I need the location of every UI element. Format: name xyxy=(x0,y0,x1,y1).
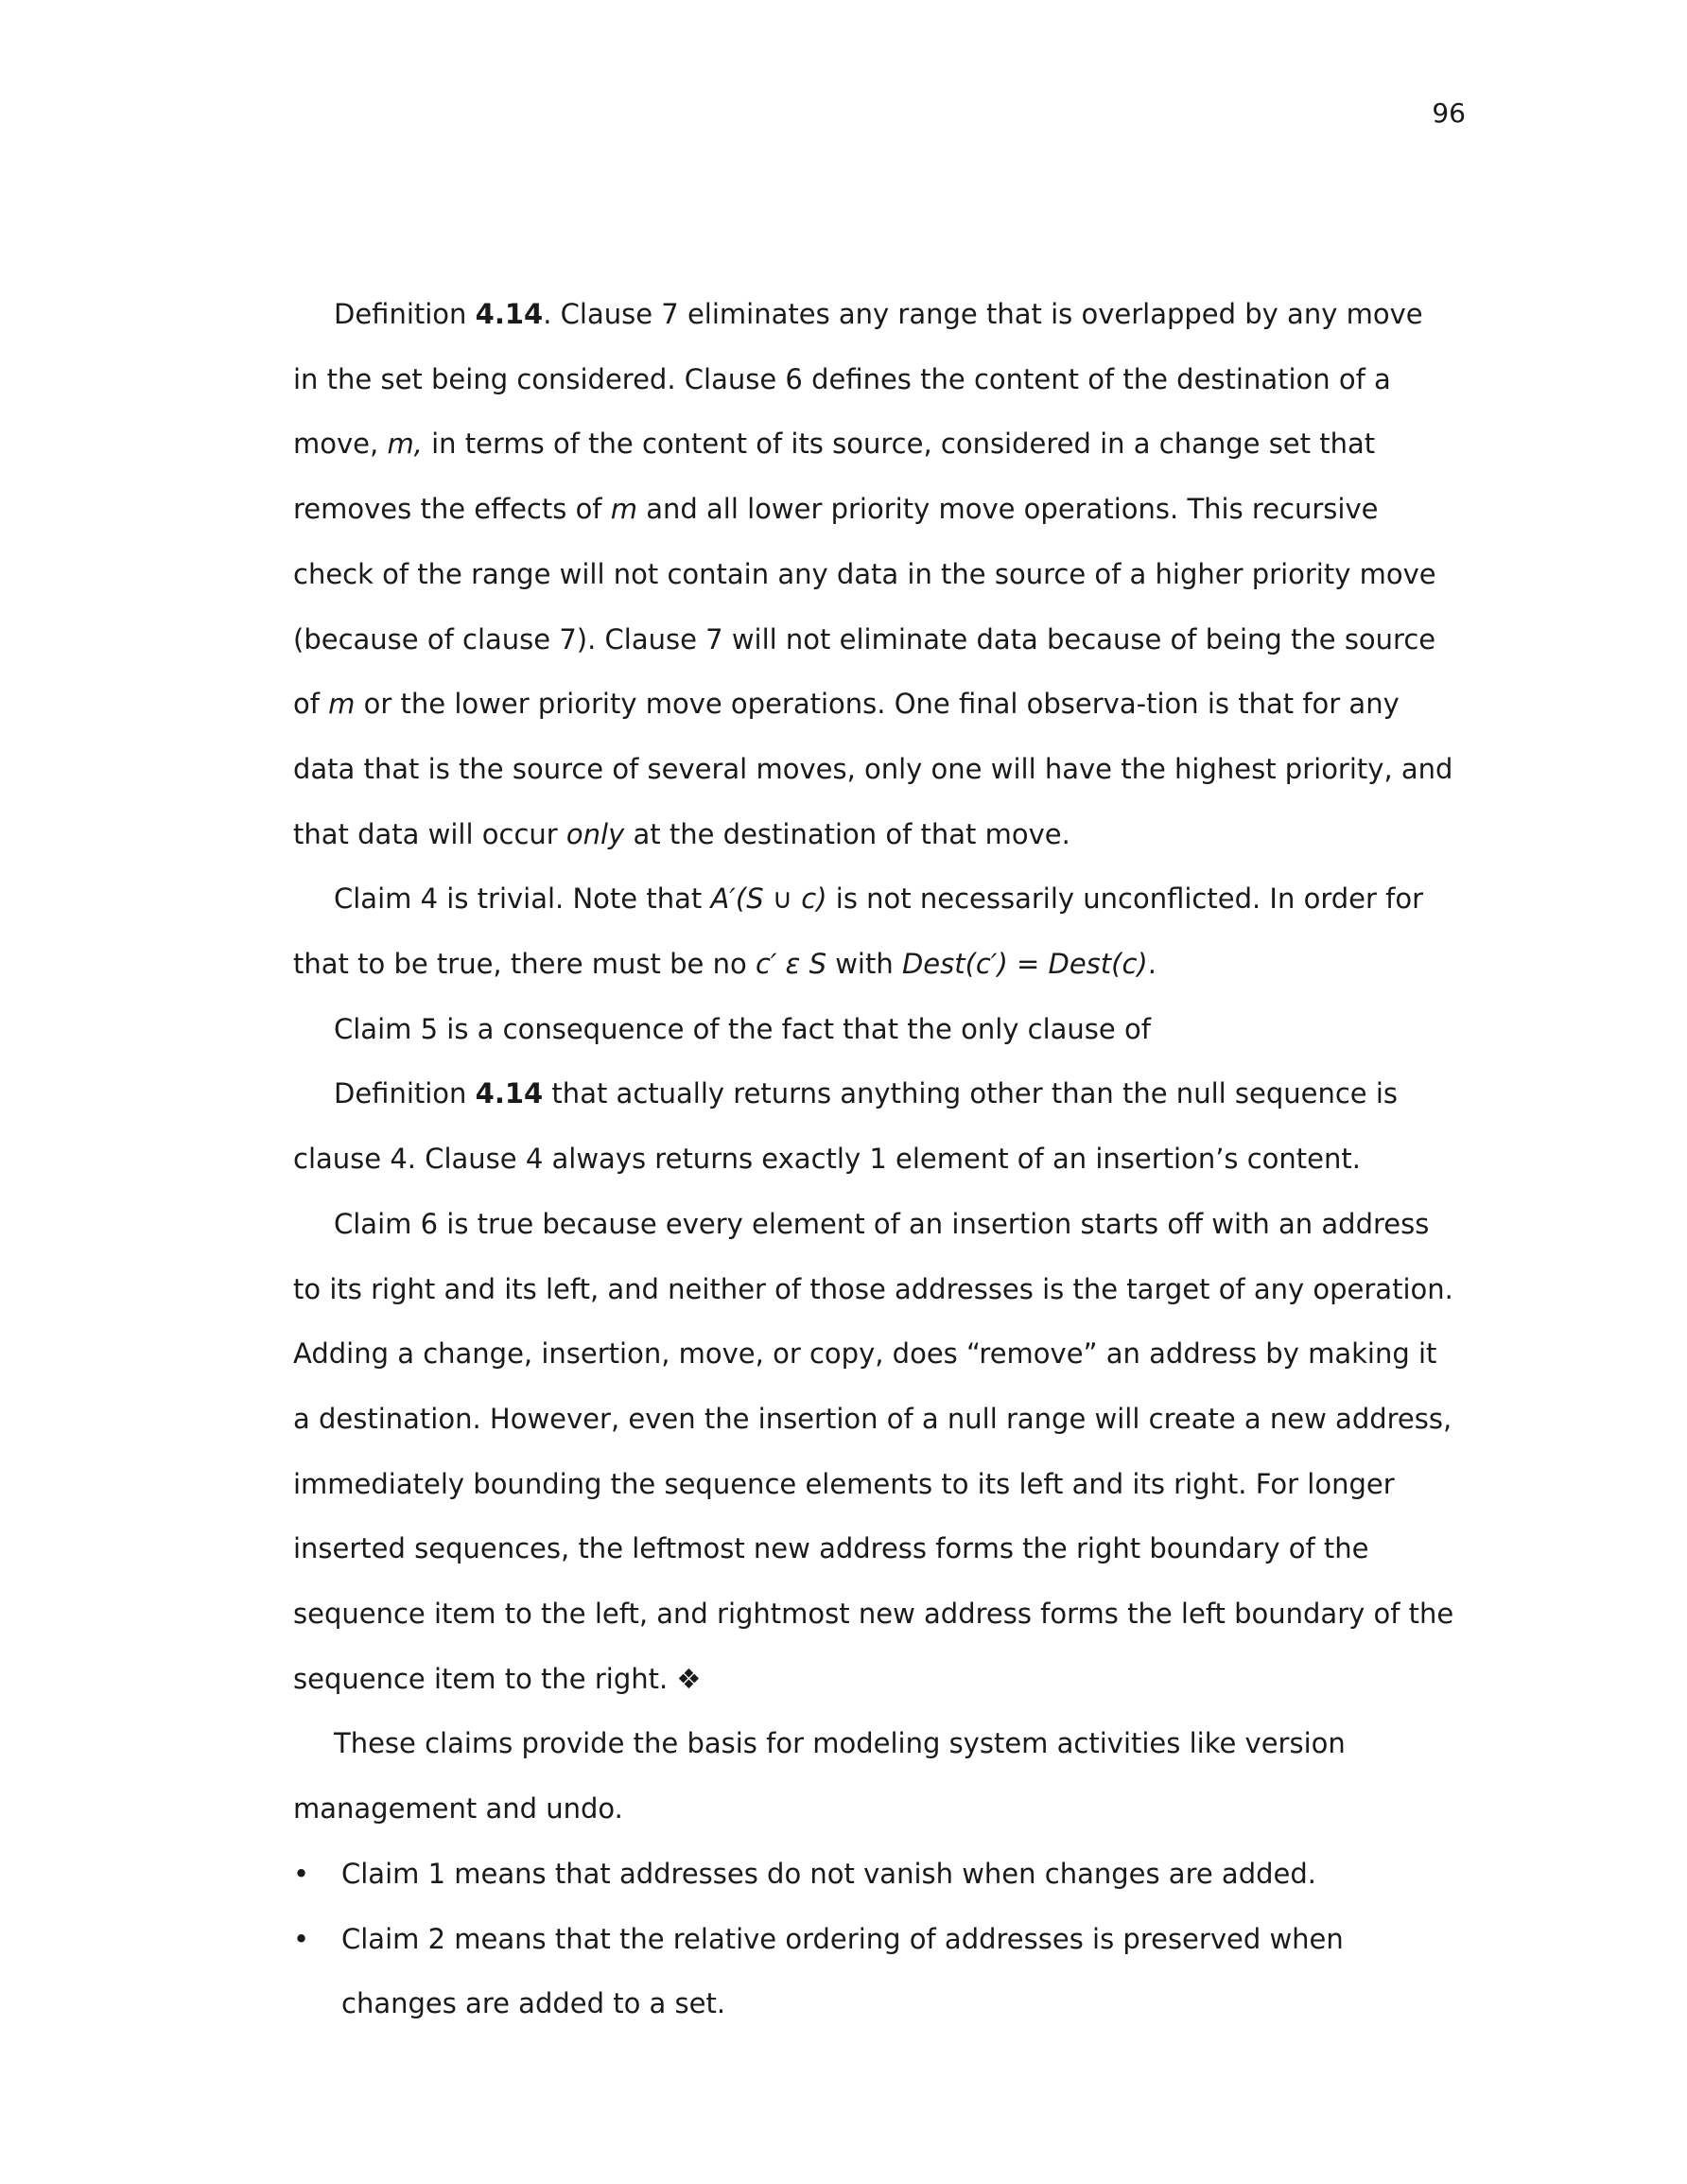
emphasis: only xyxy=(565,817,625,850)
text-run: Claim 4 is trivial. Note that xyxy=(334,882,711,916)
list-item xyxy=(293,1842,1456,1907)
bullet-mark: • xyxy=(293,1922,310,1955)
list-item xyxy=(293,1907,1456,2036)
paragraph-claim-4 xyxy=(293,866,1456,996)
math-term: c′ ε S xyxy=(755,948,826,981)
text-run: with xyxy=(826,948,902,981)
bullet-mark: • xyxy=(293,1857,310,1890)
paragraph-claims-summary: These claims provide the basis for modeling system activities like version management and undo. xyxy=(293,1727,1346,1826)
math-term: m, xyxy=(387,428,423,461)
list-item-text: Claim 1 means that addresses do not vanish when changes are added. xyxy=(341,1857,1316,1890)
text-run: . Clause 7 eliminates any range that is overlapped by any move in the set being considered. Clause 6 defines the content of the destination of a move, xyxy=(293,298,1423,461)
text-run: in terms of the content of its source, considered in a change set that removes the effects of xyxy=(293,428,1376,526)
page-body xyxy=(293,282,1456,2036)
text-run: or the lower priority move operations. One final observa-tion is that for any data that is the source of several moves, only one will have the highest priority, and that data will occur xyxy=(293,688,1453,850)
text-run: at the destination of that move. xyxy=(624,817,1070,850)
definition-reference: 4.14 xyxy=(475,298,544,330)
paragraph-claim-5: Claim 5 is a consequence of the fact that the only clause of xyxy=(334,1012,1151,1045)
text-run: and all lower priority move operations. This recursive check of the range will not contain any data in the source of a higher priority move (because of clause 7). Clause 7 will not eliminate data because of being the source of xyxy=(293,493,1436,721)
math-term: m xyxy=(610,493,637,526)
page-number: 96 xyxy=(1432,97,1466,129)
text-run: . xyxy=(1147,948,1157,981)
paragraph-claim-6: Claim 6 is true because every element of an insertion starts off with an address to its right and its left, and neither of those addresses is the target of any operation. Adding a change, insertion, move, or copy, does “remove” an address by making it a destination. However, even the insertion of a null range will create a new address, immediately bounding the sequence elements to its left and its right. For longer inserted sequences, the leftmost new address forms the right boundary of the sequence item to the left, and rightmost new address forms the left boundary of the sequence item to the right. ❖ xyxy=(293,1207,1454,1695)
math-term: A′(S ∪ c) xyxy=(710,882,827,916)
text-run: that actually returns anything other than the null sequence is clause 4. Clause 4 always returns exactly 1 element of an insertion’s content. xyxy=(293,1077,1399,1176)
definition-reference: 4.14 xyxy=(475,1077,544,1110)
text-run: Definition xyxy=(334,1077,476,1110)
text-run: Definition xyxy=(334,298,476,330)
paragraph-definition-clause-4 xyxy=(293,1061,1456,1191)
list-item-text: Claim 2 means that the relative ordering of addresses is preserved when changes are added to a set. xyxy=(341,1922,1344,2020)
math-term: Dest(c′) = Dest(c) xyxy=(901,948,1148,981)
math-term: m xyxy=(328,688,356,721)
paragraph-definition-discussion xyxy=(293,282,1456,866)
text-run: is not necessarily unconflicted. In order for that to be true, there must be no xyxy=(293,882,1423,981)
